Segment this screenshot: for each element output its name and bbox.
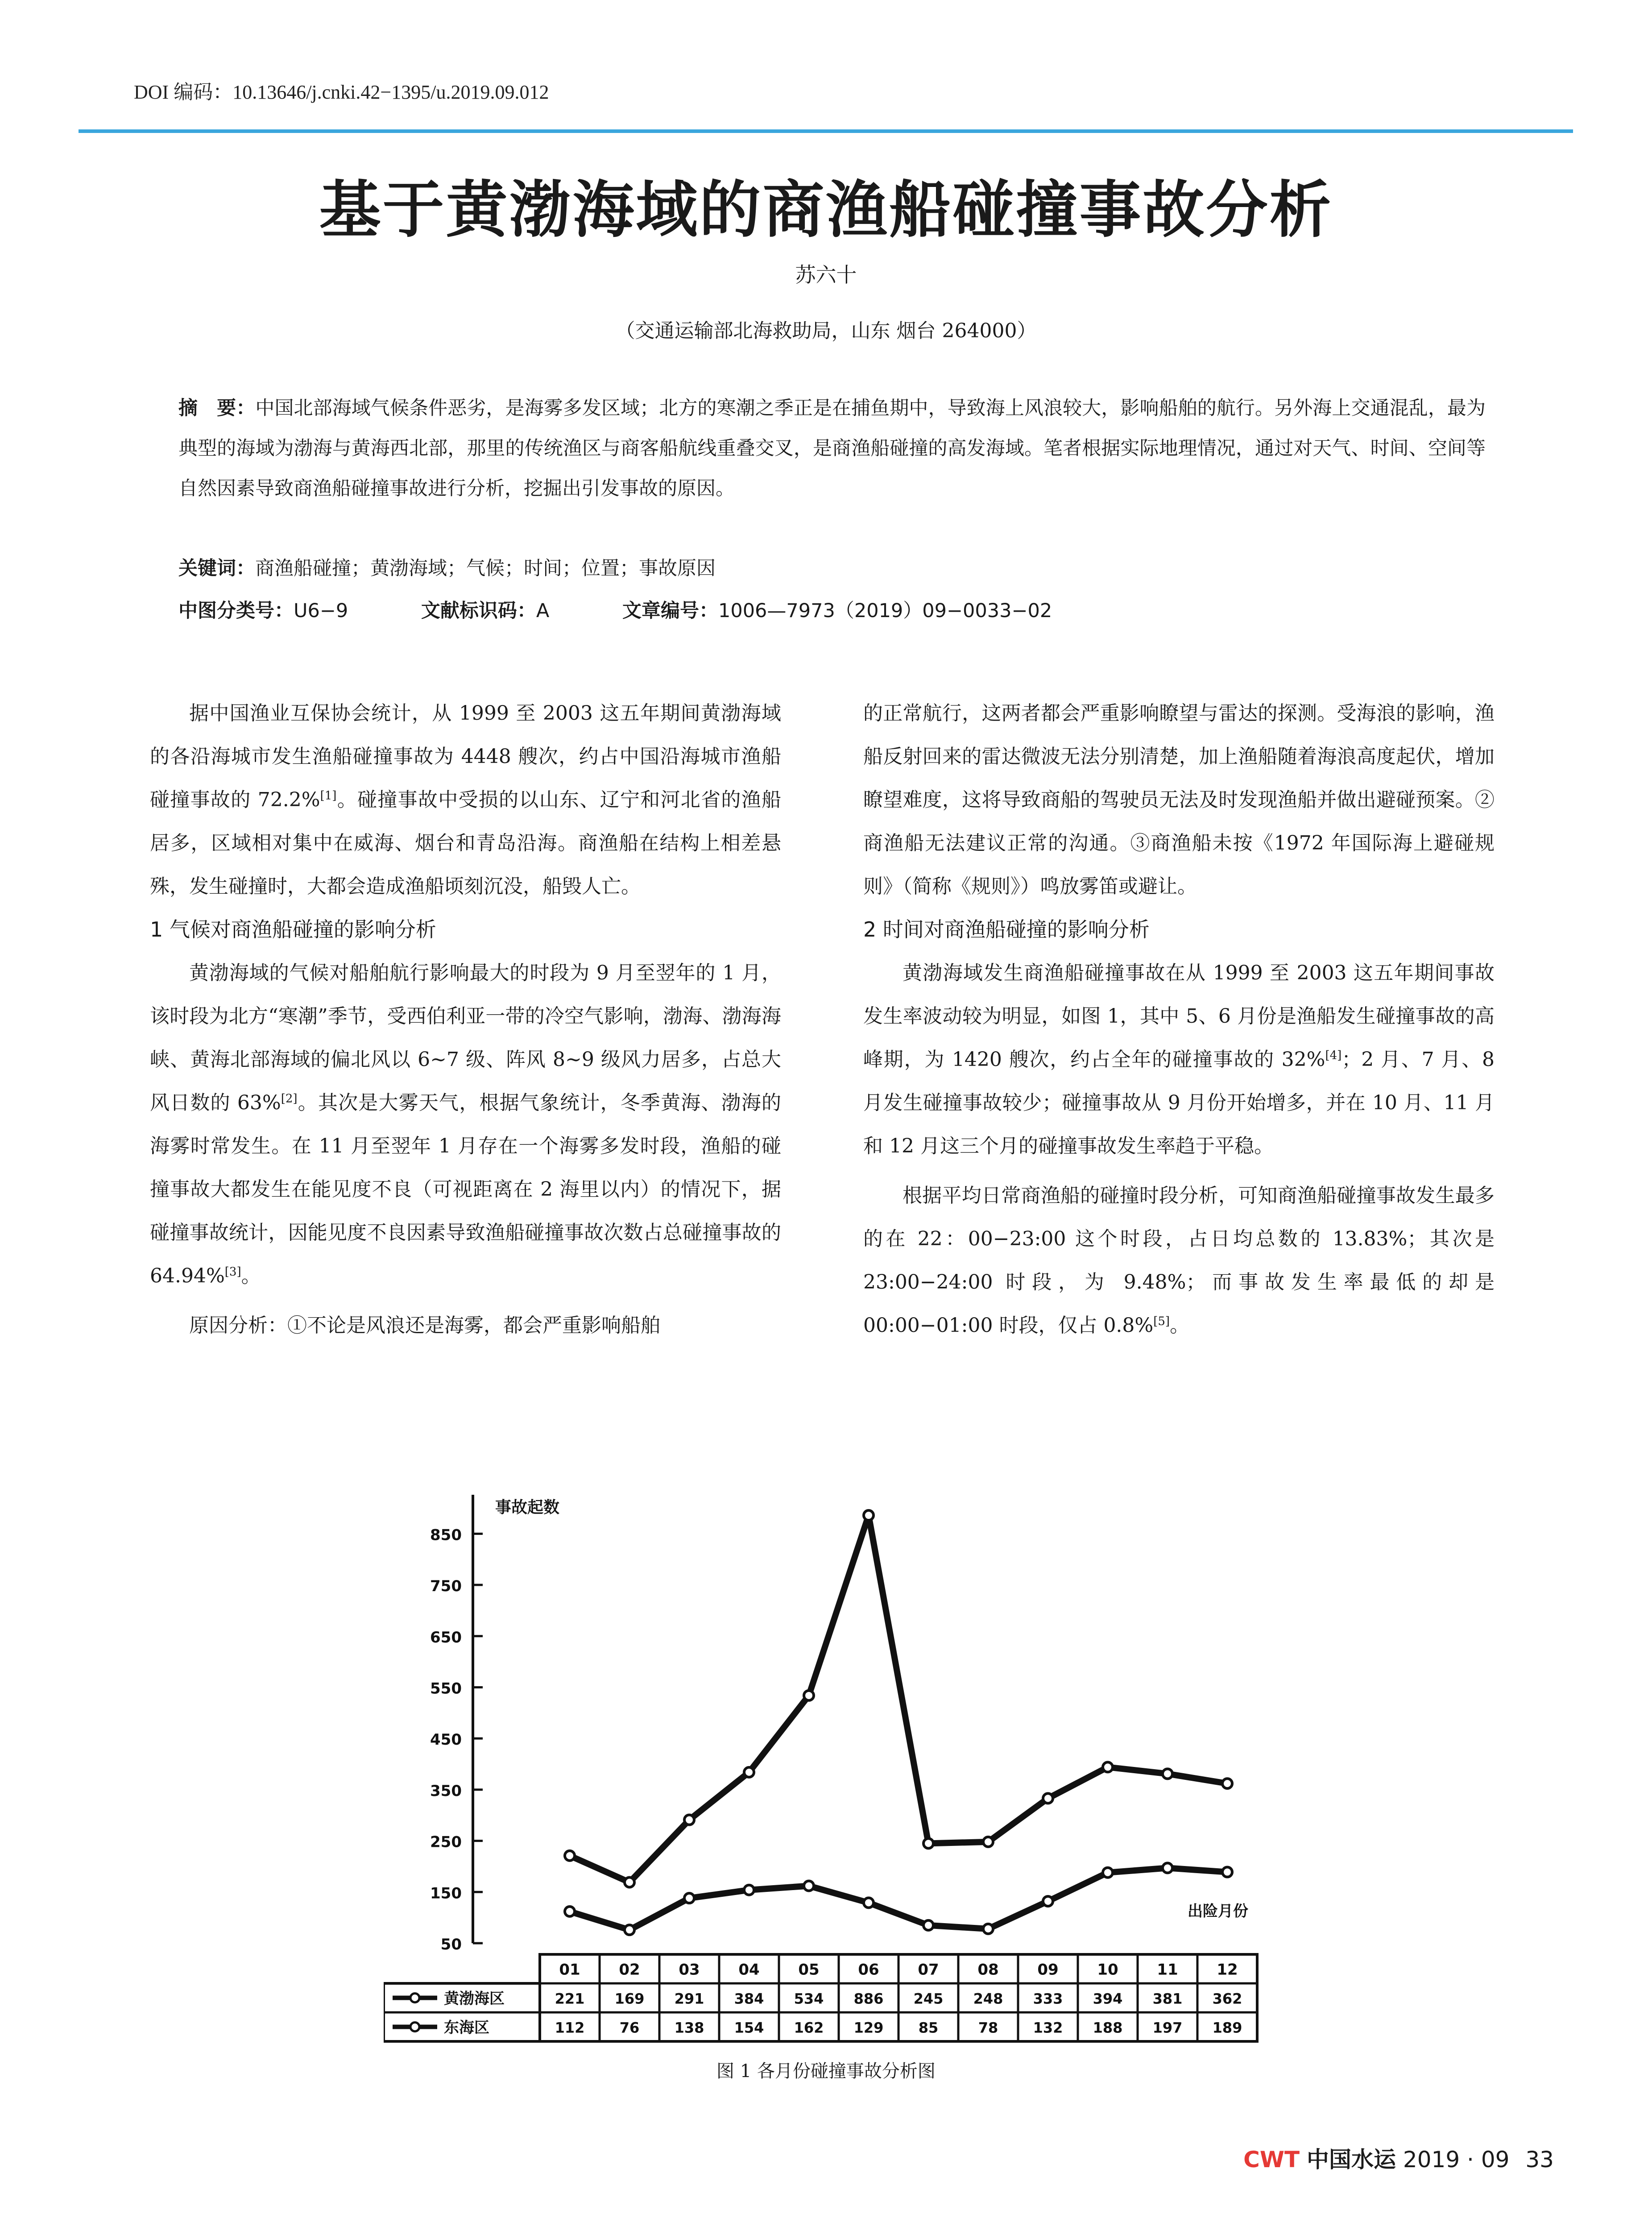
data-label: 362 [1212, 1990, 1242, 2007]
data-label: 154 [734, 2019, 764, 2036]
data-point [1163, 1863, 1172, 1873]
legend-marker [410, 2023, 419, 2032]
data-label: 394 [1093, 1990, 1123, 2007]
data-point [684, 1893, 694, 1903]
paragraph: 据中国渔业互保协会统计，从 1999 至 2003 这五年期间黄渤海域的各沿海城市发生渔船碰撞事故为 4448 艘次，约占中国沿海城市渔船碰撞事故的 72.2%[1]。碰撞事故中受损的以山东、辽宁和河北省的渔船居多，区域相对集中在威海、烟台和青岛沿海。商渔船在结构上相差悬殊，发生碰撞时，大都会造成渔船顷刻沉没，船毁人亡。 [150, 702, 781, 898]
data-point [804, 1881, 814, 1891]
data-label: 138 [674, 2019, 704, 2036]
x-tick-label: 03 [679, 1961, 700, 1979]
article-title: 基于黄渤海域的商渔船碰撞事故分析 [319, 173, 1333, 246]
data-label: 85 [918, 2019, 939, 2036]
y-axis-label: 事故起数 [495, 1498, 560, 1517]
series-line [570, 1515, 1227, 1882]
data-label: 221 [555, 1990, 585, 2007]
keywords-label: 关键词： [178, 557, 255, 580]
article-no-label: 文章编号： [622, 600, 718, 622]
x-tick-label: 07 [918, 1961, 939, 1979]
x-tick-label: 08 [977, 1961, 999, 1979]
page-number: 33 [1525, 2147, 1554, 2173]
x-tick-label: 02 [619, 1961, 640, 1979]
clc-value: U6−9 [294, 600, 348, 622]
x-tick-label: 05 [798, 1961, 820, 1979]
x-tick-label: 10 [1097, 1961, 1118, 1979]
issue: 2019 · 09 [1403, 2147, 1510, 2173]
doccode-label: 文献标识码： [421, 600, 536, 622]
page-footer [1243, 2142, 1554, 2174]
data-point [1222, 1779, 1232, 1788]
y-tick-label: 150 [430, 1884, 462, 1903]
data-label: 169 [614, 1990, 645, 2007]
clc-label: 中图分类号： [178, 600, 294, 622]
monthly-collision-chart [384, 1481, 1298, 2044]
data-label: 112 [555, 2019, 585, 2036]
paragraph: 根据平均日常商渔船的碰撞时段分析，可知商渔船碰撞事故发生最多的在 22：00−23:00 这个时段，占日均总数的 13.83%；其次是 23:00−24:00 时段，为 9.48%；而事故发生率最低的却是 00:00−01:00 时段，仅占 0.8%[5]。 [863, 1184, 1495, 1337]
abstract [178, 388, 1486, 509]
figure-caption: 图 1 各月份碰撞事故分析图 [716, 2061, 936, 2082]
abstract-text: 中国北部海域气候条件恶劣，是海雾多发区域；北方的寒潮之季正是在捕鱼期中，导致海上风浪较大，影响船舶的航行。另外海上交通混乱，最为典型的海域为渤海与黄海西北部，那里的传统渔区与商客船航线重叠交叉，是商渔船碰撞的高发海域。笔者根据实际地理情况，通过对天气、时间、空间等自然因素导致商渔船碰撞事故进行分析，挖掘出引发事故的原因。 [178, 397, 1486, 500]
citation-ref[interactable]: [2] [281, 1092, 298, 1106]
y-tick-label: 350 [430, 1782, 462, 1800]
data-point [923, 1920, 933, 1930]
x-tick-label: 06 [858, 1961, 879, 1979]
series-line [570, 1868, 1227, 1930]
data-point [864, 1898, 874, 1908]
journal-name: 中国水运 [1307, 2146, 1396, 2173]
data-label: 248 [973, 1990, 1003, 2007]
keywords [178, 553, 716, 581]
data-point [1043, 1896, 1053, 1906]
x-tick-label: 11 [1157, 1961, 1178, 1979]
affiliation: （交通运输部北海救助局，山东 烟台 264000） [615, 319, 1037, 342]
data-point [804, 1691, 814, 1700]
data-label: 78 [978, 2019, 998, 2036]
y-tick-label: 750 [430, 1577, 462, 1596]
data-point [625, 1878, 634, 1887]
data-label: 384 [734, 1990, 764, 2007]
data-point [625, 1925, 634, 1935]
citation-ref[interactable]: [3] [224, 1265, 241, 1279]
y-tick-label: 450 [430, 1731, 462, 1749]
data-point [684, 1815, 694, 1825]
data-label: 197 [1152, 2019, 1183, 2036]
data-point [983, 1837, 993, 1847]
classification-line [178, 596, 1119, 623]
y-tick-label: 650 [430, 1628, 462, 1646]
legend-label: 黄渤海区 [444, 1990, 505, 2008]
data-point [983, 1924, 993, 1934]
data-point [1103, 1762, 1113, 1772]
legend-marker [410, 1994, 419, 2003]
header-rule [79, 129, 1573, 133]
data-label: 333 [1033, 1990, 1063, 2007]
data-point [744, 1885, 754, 1895]
data-label: 162 [794, 2019, 824, 2036]
data-label: 534 [794, 1990, 824, 2007]
data-point [923, 1838, 933, 1848]
legend-label: 东海区 [444, 2019, 489, 2037]
paragraph: 原因分析：①不论是风浪还是海雾，都会严重影响船舶 [189, 1314, 660, 1337]
data-point [1043, 1793, 1053, 1803]
doccode-value: A [536, 600, 550, 622]
citation-ref[interactable]: [5] [1153, 1315, 1170, 1328]
paragraph: 的正常航行，这两者都会严重影响瞭望与雷达的探测。受海浪的影响，渔船反射回来的雷达微波无法分别清楚，加上渔船随着海浪高度起伏，增加瞭望难度，这将导致商船的驾驶员无法及时发现渔船并做出避碰预案。②商渔船无法建议正常的沟通。③商渔船未按《1972 年国际海上避碰规则》（简称《规则》）鸣放雾笛或避让。 [863, 702, 1495, 898]
data-label: 245 [913, 1990, 944, 2007]
data-label: 291 [674, 1990, 704, 2007]
y-tick-label: 550 [430, 1679, 462, 1698]
x-tick-label: 01 [559, 1961, 580, 1979]
data-point [565, 1907, 575, 1916]
data-label: 76 [619, 2019, 640, 2036]
y-tick-label: 250 [430, 1833, 462, 1851]
left-column [150, 692, 781, 1347]
data-label: 381 [1152, 1990, 1183, 2007]
section-heading-1: 1 气候对商渔船碰撞的影响分析 [150, 917, 436, 941]
x-tick-label: 09 [1037, 1961, 1059, 1979]
x-tick-label: 12 [1217, 1961, 1238, 1979]
article-no-value: 1006—7973（2019）09−0033−02 [718, 600, 1052, 622]
data-label: 189 [1212, 2019, 1242, 2036]
data-label: 129 [853, 2019, 884, 2036]
data-point [565, 1851, 575, 1861]
paragraph: 黄渤海域的气候对船舶航行影响最大的时段为 9 月至翌年的 1 月，该时段为北方“寒潮”季节，受西伯利亚一带的冷空气影响，渤海、渤海海峡、黄海北部海域的偏北风以 6~7 级、阵风 8~9 级风力居多，占总大风日数的 63%[2]。其次是大雾天气，根据气象统计，冬季黄海、渤海的海雾时常发生。在 11 月至翌年 1 月存在一个海雾多发时段，渔船的碰撞事故大都发生在能见度不良（可视距离在 2 海里以内）的情况下，据碰撞事故统计，因能见度不良因素导致渔船碰撞事故次数占总碰撞事故的 64.94%[3]。 [150, 962, 781, 1287]
y-tick-label: 850 [430, 1526, 462, 1544]
abstract-label: 摘 要： [178, 397, 256, 419]
data-label: 132 [1033, 2019, 1063, 2036]
x-tick-label: 04 [738, 1961, 760, 1979]
right-column [863, 692, 1495, 1347]
doi-line: DOI 编码：10.13646/j.cnki.42−1395/u.2019.09.012 [134, 81, 549, 103]
x-axis-label: 出险月份 [1188, 1902, 1248, 1920]
section-heading-2: 2 时间对商渔船碰撞的影响分析 [863, 917, 1150, 941]
y-tick-label: 50 [440, 1936, 462, 1953]
citation-ref[interactable]: [1] [320, 789, 337, 803]
data-label: 886 [853, 1990, 884, 2007]
data-label: 188 [1093, 2019, 1123, 2036]
data-point [744, 1767, 754, 1777]
data-point [1222, 1867, 1232, 1877]
citation-ref[interactable]: [4] [1325, 1049, 1342, 1062]
data-point [1103, 1868, 1113, 1878]
journal-logo: CWT [1243, 2147, 1300, 2173]
keywords-text: 商渔船碰撞；黄渤海域；气候；时间；位置；事故原因 [255, 557, 716, 580]
author: 苏六十 [795, 263, 857, 287]
data-point [864, 1510, 874, 1520]
paragraph: 黄渤海域发生商渔船碰撞事故在从 1999 至 2003 这五年期间事故发生率波动较为明显，如图 1，其中 5、6 月份是渔船发生碰撞事故的高峰期，为 1420 艘次，约占全年的碰撞事故的 32%[4]；2 月、7 月、8 月发生碰撞事故较少；碰撞事故从 9 月份开始增多，并在 10 月、11 月和 12 月这三个月的碰撞事故发生率趋于平稳。 [863, 962, 1495, 1157]
data-point [1163, 1769, 1172, 1779]
